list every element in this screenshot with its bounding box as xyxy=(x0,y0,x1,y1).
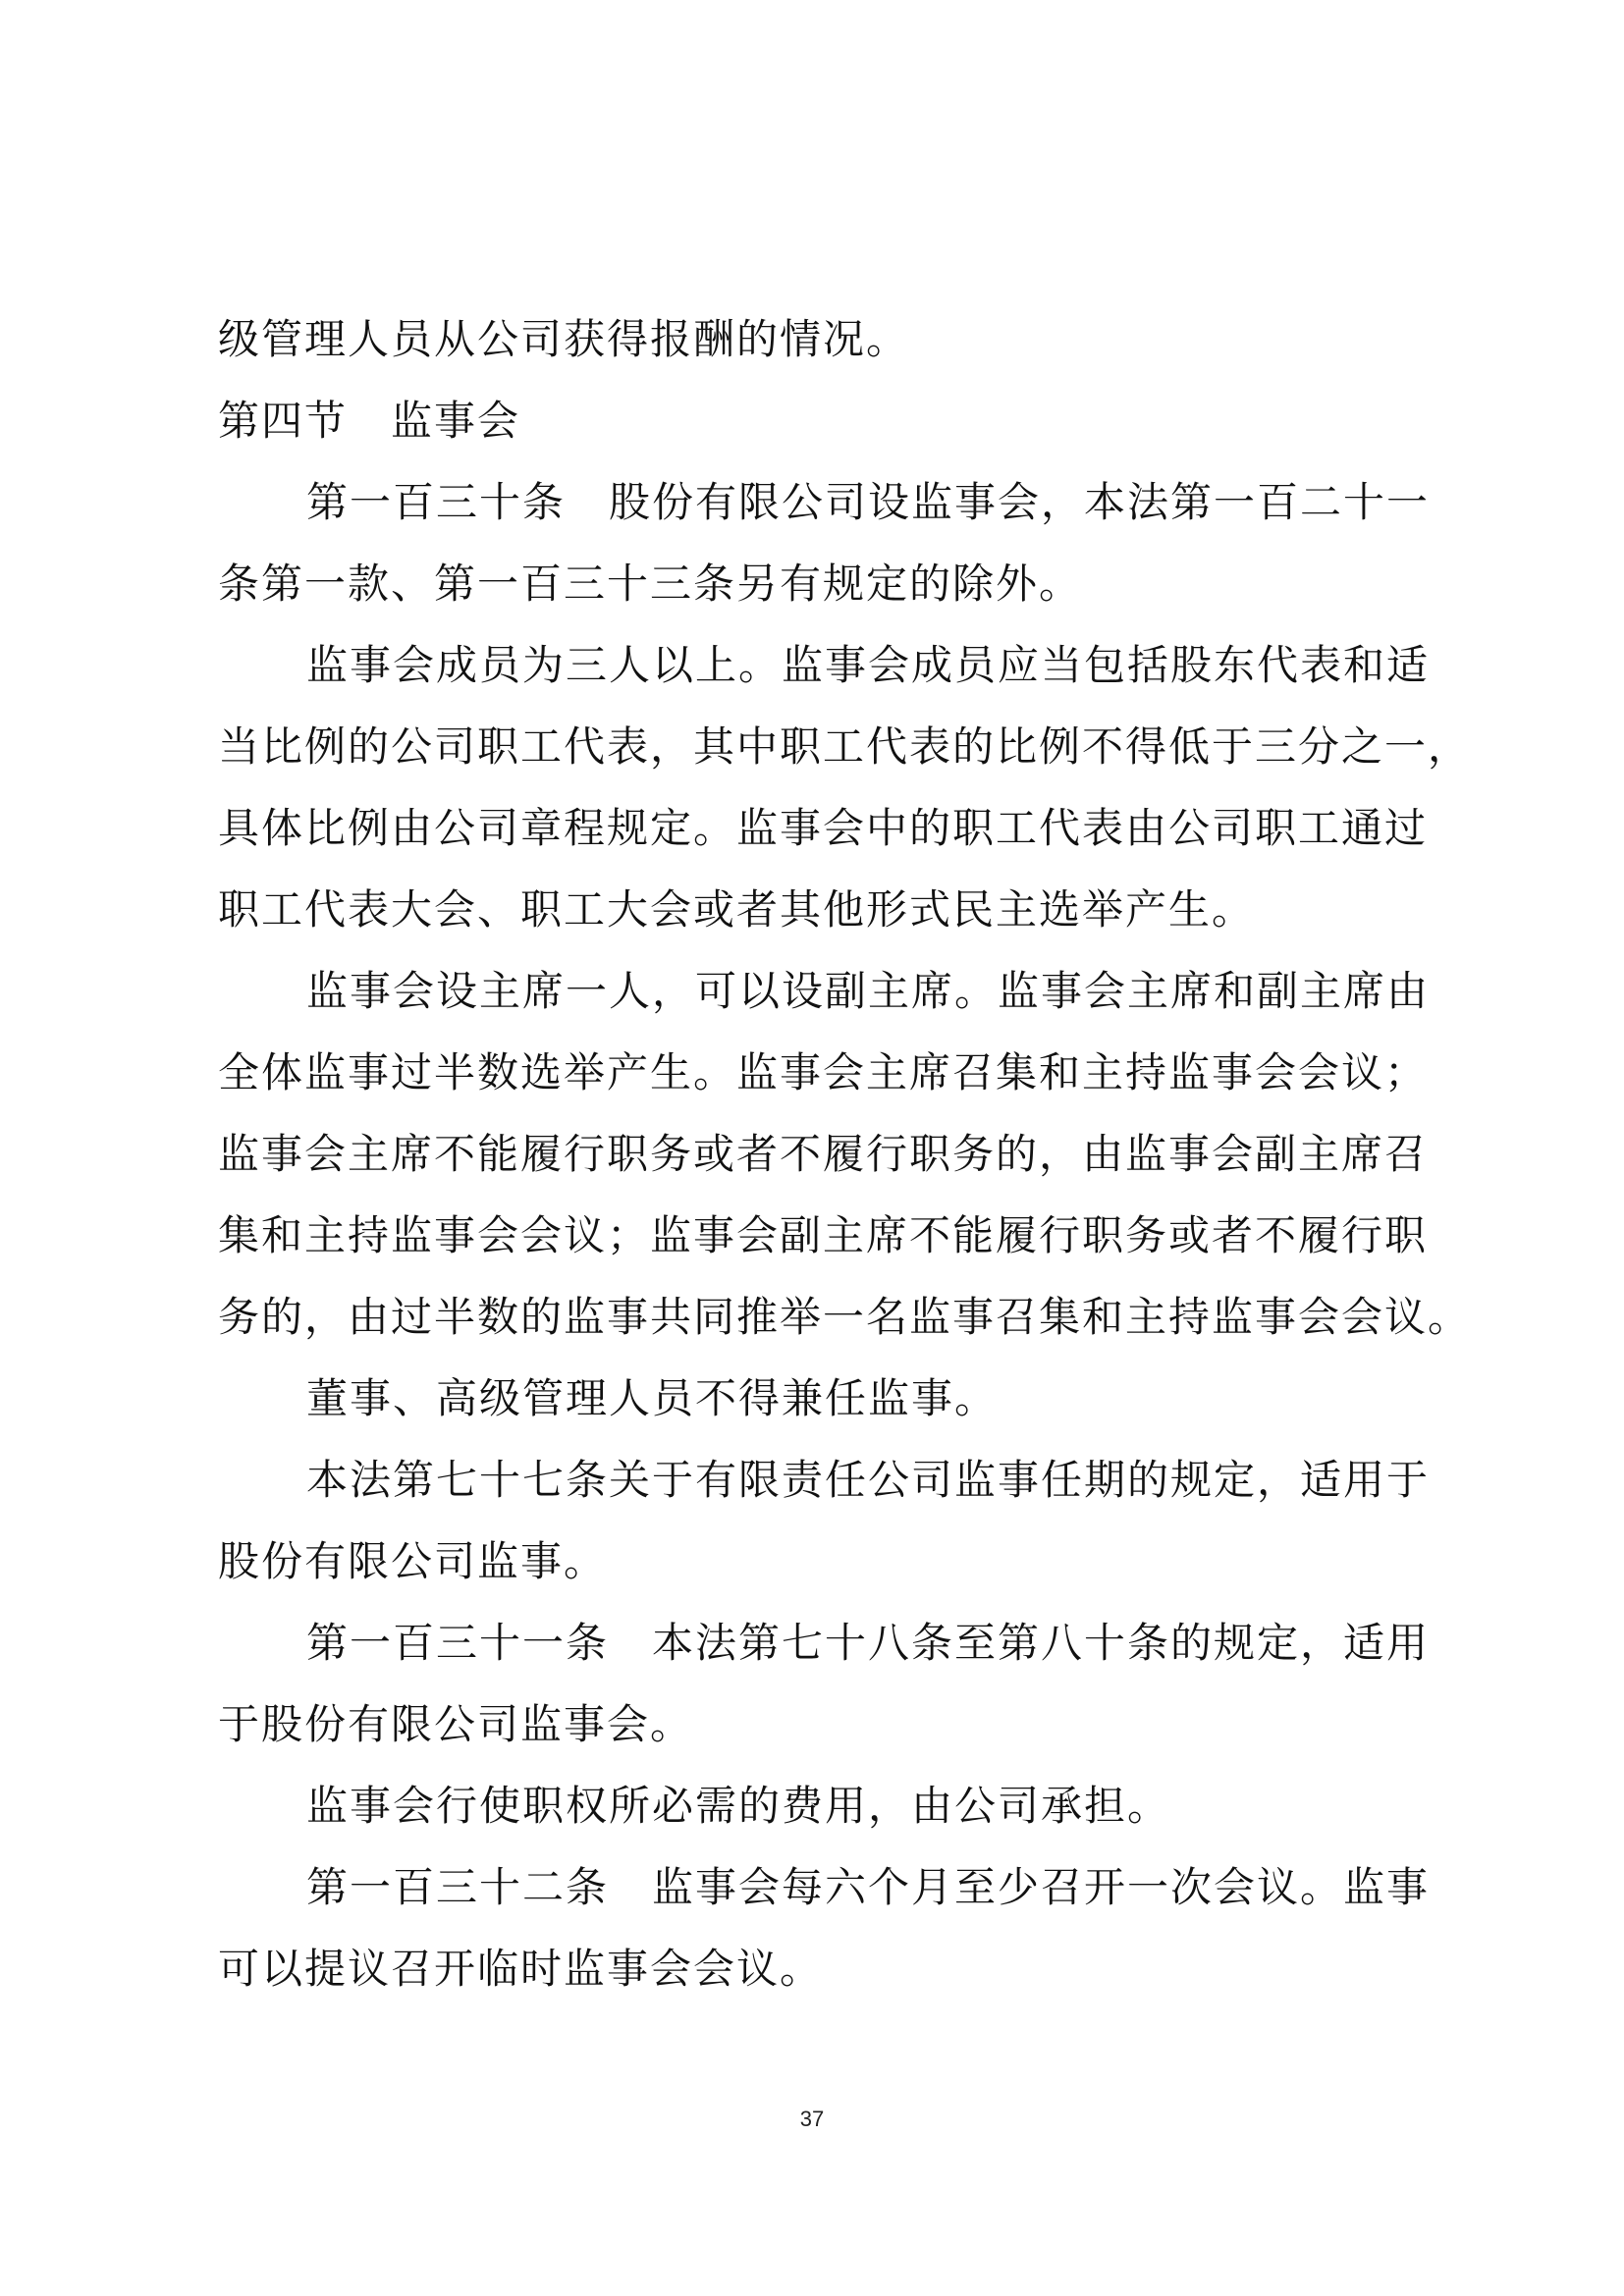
text-line-1: 级管理人员从公司获得报酬的情况。 xyxy=(218,315,910,363)
paragraph-line: 当比例的公司职工代表，其中职工代表的比例不得低于三分之一， xyxy=(218,722,1472,771)
paragraph-line: 务的，由过半数的监事共同推举一名监事召集和主持监事会会议。 xyxy=(218,1293,1472,1341)
paragraph-line: 本法第七十七条关于有限责任公司监事任期的规定，适用于 xyxy=(306,1456,1431,1504)
page-number: 37 xyxy=(799,2107,825,2131)
article-131-line-2: 于股份有限公司监事会。 xyxy=(218,1700,694,1748)
paragraph-line: 全体监事过半数选举产生。监事会主席召集和主持监事会会议； xyxy=(218,1048,1429,1096)
article-132-line-2: 可以提议召开临时监事会会议。 xyxy=(218,1945,824,1993)
section-heading: 第四节 监事会 xyxy=(218,397,521,445)
paragraph-line: 监事会成员为三人以上。监事会成员应当包括股东代表和适 xyxy=(306,641,1431,689)
article-130-line-1: 第一百三十条 股份有限公司设监事会，本法第一百二十一 xyxy=(306,478,1431,526)
paragraph-line: 职工代表大会、职工大会或者其他形式民主选举产生。 xyxy=(218,885,1256,934)
paragraph-line: 监事会行使职权所必需的费用，由公司承担。 xyxy=(306,1782,1171,1830)
article-130-line-2: 条第一款、第一百三十三条另有规定的除外。 xyxy=(218,560,1083,608)
paragraph-line: 股份有限公司监事。 xyxy=(218,1537,608,1585)
paragraph-line: 董事、高级管理人员不得兼任监事。 xyxy=(306,1374,999,1422)
paragraph-line: 集和主持监事会会议；监事会副主席不能履行职务或者不履行职 xyxy=(218,1211,1429,1259)
paragraph-line: 监事会设主席一人，可以设副主席。监事会主席和副主席由 xyxy=(306,967,1431,1015)
article-131-line-1: 第一百三十一条 本法第七十八条至第八十条的规定，适用 xyxy=(306,1619,1431,1667)
article-132-line-1: 第一百三十二条 监事会每六个月至少召开一次会议。监事 xyxy=(306,1863,1431,1911)
paragraph-line: 具体比例由公司章程规定。监事会中的职工代表由公司职工通过 xyxy=(218,804,1429,852)
paragraph-line: 监事会主席不能履行职务或者不履行职务的，由监事会副主席召 xyxy=(218,1130,1429,1178)
